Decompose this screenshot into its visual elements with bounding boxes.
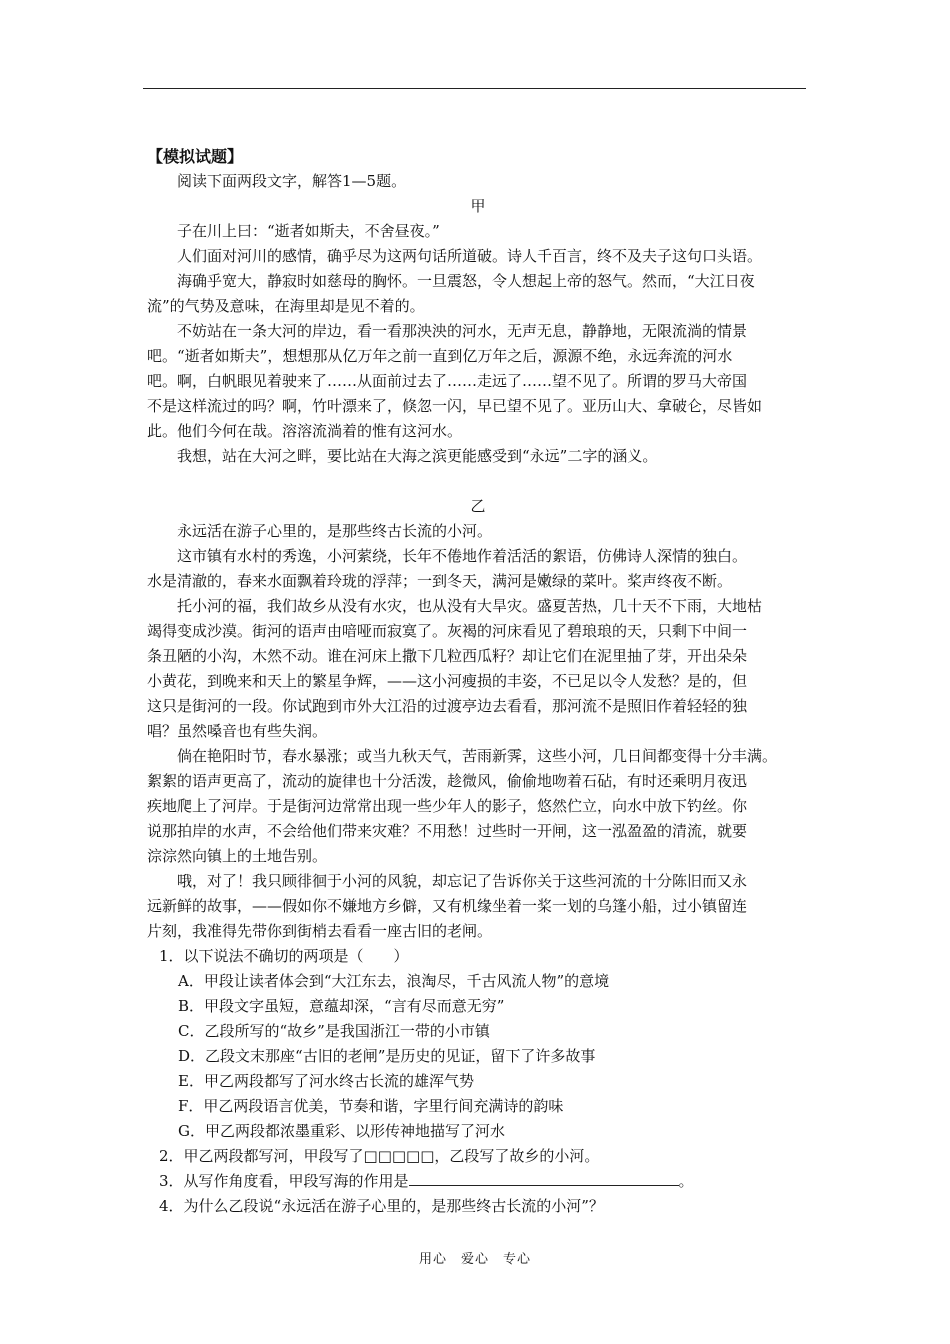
passage-a-line: 海确乎宽大，静寂时如慈母的胸怀。一旦震怒，令人想起上帝的怒气。然而，“大江日夜 — [177, 272, 755, 290]
passage-b-line: 哦，对了！我只顾徘徊于小河的风貌，却忘记了告诉你关于这些河流的十分陈旧而又永 — [177, 872, 748, 890]
question-3 — [147, 1169, 809, 1194]
document-body — [147, 144, 809, 1219]
passage-b-line: 水是清澈的，春来水面飘着玲珑的浮萍；一到冬天，满河是嫩绿的菜叶。桨声终夜不断。 — [147, 572, 733, 590]
passage-a-line: 不是这样流过的吗？啊，竹叶漂来了，倏忽一闪，早已望不见了。亚历山大、拿破仑，尽皆如 — [147, 397, 763, 415]
question-3-text: 3．从写作角度看，甲段写海的作用是 — [159, 1172, 409, 1190]
question-1-option: C．乙段所写的“故乡”是我国浙江一带的小市镇 — [178, 1022, 490, 1040]
passage-a — [147, 219, 809, 469]
passage-a-line: 此。他们今何在哉。溶溶流淌着的惟有这河水。 — [147, 422, 463, 440]
passage-b-line: 竭得变成沙漠。街河的语声由喑哑而寂寞了。灰褐的河床看见了碧琅琅的天，只剩下中间一 — [147, 622, 748, 640]
question-1-option: E．甲乙两段都写了河水终古长流的雄浑气势 — [178, 1072, 474, 1090]
question-1-option: D．乙段文末那座“古旧的老闸”是历史的见证，留下了许多故事 — [178, 1047, 596, 1065]
passage-b-line: 小黄花，到晚来和天上的繁星争辉，——这小河瘦损的丰姿，不已足以令人发愁？是的，但 — [147, 672, 748, 690]
question-3-end: 。 — [678, 1172, 694, 1190]
questions — [147, 944, 809, 1219]
passage-a-line: 人们面对河川的感情，确乎尽为这两句话所道破。诗人千百言，终不及夫子这句口头语。 — [177, 247, 763, 265]
passage-b-line: 淙淙然向镇上的土地告别。 — [147, 847, 328, 865]
page-footer: 用心 爱心 专心 — [418, 1252, 531, 1267]
question-1-options — [147, 969, 809, 1144]
passage-a-line: 吧。“逝者如斯夫”，想想那从亿万年之前一直到亿万年之后，源源不绝，永远奔流的河水 — [147, 347, 733, 365]
passage-b-line: 托小河的福，我们故乡从没有水灾，也从没有大旱灾。盛夏苦热，几十天不下雨，大地枯 — [177, 597, 763, 615]
header-rule — [143, 88, 806, 89]
question-1-option: G．甲乙两段都浓墨重彩、以形传神地描写了河水 — [178, 1122, 505, 1140]
passage-a-line: 流”的气势及意味，在海里却是见不着的。 — [147, 297, 425, 315]
passage-b-line: 唱？虽然嗓音也有些失润。 — [147, 722, 328, 740]
passage-b-line: 疾地爬上了河岸。于是街河边常常出现一些少年人的影子，悠然伫立，向水中放下钓丝。你 — [147, 797, 748, 815]
passage-a-line: 我想，站在大河之畔，要比站在大海之滨更能感受到“永远”二字的涵义。 — [177, 447, 658, 465]
question-1-option: B．甲段文字虽短，意蕴却深，“言有尽而意无穷” — [178, 997, 505, 1015]
passage-b-line: 这市镇有水村的秀逸，小河萦绕，长年不倦地作着活活的絮语，仿佛诗人深情的独白。 — [177, 547, 748, 565]
question-2: 2．甲乙两段都写河，甲段写了□□□□□，乙段写了故乡的小河。 — [159, 1147, 600, 1165]
question-1: 1．以下说法不确切的两项是（ ） — [159, 947, 409, 965]
intro-text: 阅读下面两段文字，解答1—5题。 — [177, 172, 407, 190]
passage-b-line: 远新鲜的故事，——假如你不嫌地方乡僻，又有机缘坐着一桨一划的乌篷小船，过小镇留连 — [147, 897, 748, 915]
section-title: 【模拟试题】 — [147, 147, 244, 166]
passage-a-line: 子在川上曰：“逝者如斯夫，不舍昼夜。” — [177, 222, 440, 240]
passage-b-line: 絮絮的语声更高了，流动的旋律也十分活泼，趁微风，偷偷地吻着石砧，有时还乘明月夜迅 — [147, 772, 748, 790]
passage-a-line: 不妨站在一条大河的岸边，看一看那泱泱的河水，无声无息，静静地，无限流淌的情景 — [177, 322, 748, 340]
passage-a-label: 甲 — [470, 197, 486, 215]
passage-b — [147, 519, 809, 944]
passage-b-line: 条丑陋的小沟，木然不动。谁在河床上撒下几粒西瓜籽？却让它们在泥里抽了芽，开出朵朵 — [147, 647, 748, 665]
question-1-option: A．甲段让读者体会到“大江东去，浪淘尽，千古风流人物”的意境 — [178, 972, 610, 990]
question-4: 4．为什么乙段说“永远活在游子心里的，是那些终古长流的小河”？ — [159, 1197, 604, 1215]
passage-b-line: 片刻，我准得先带你到街梢去看看一座古旧的老闸。 — [147, 922, 493, 940]
passage-b-line: 倘在艳阳时节，春水暴涨；或当九秋天气，苦雨新霁，这些小河，几日间都变得十分丰满。 — [177, 747, 778, 765]
passage-b-line: 说那拍岸的水声，不会给他们带来灾难？不用愁！过些时一开闸，这一泓盈盈的清流，就要 — [147, 822, 748, 840]
passage-b-label: 乙 — [470, 497, 486, 515]
question-1-option: F．甲乙两段语言优美，节奏和谐，字里行间充满诗的韵味 — [178, 1097, 564, 1115]
passage-b-line: 永远活在游子心里的，是那些终古长流的小河。 — [177, 522, 493, 540]
spacer — [147, 469, 809, 494]
passage-a-line: 吧。啊，白帆眼见着驶来了……从面前过去了……走远了……望不见了。所谓的罗马大帝国 — [147, 372, 748, 390]
passage-b-line: 这只是街河的一段。你试跑到市外大江沿的过渡亭边去看看，那河流不是照旧作着轻轻的独 — [147, 697, 748, 715]
answer-blank[interactable] — [409, 1169, 679, 1186]
